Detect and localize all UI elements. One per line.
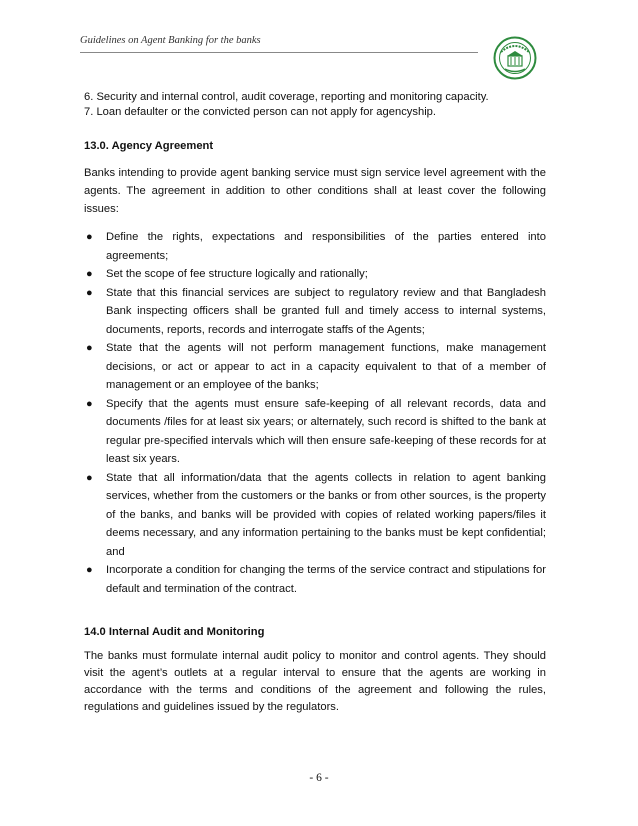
section-14-body: The banks must formulate internal audit policy to monitor and control agents. They should visit the agent’s outlets at a regular interval to ensure that the agents are working in accordance with the terms and conditions of the agreement and following the rules, regulations and guidelines issued by the regulators. bbox=[84, 650, 546, 713]
agreement-issues-list bbox=[84, 228, 546, 598]
section-13-heading: 13.0. Agency Agreement bbox=[84, 140, 214, 152]
intro-items bbox=[84, 90, 546, 120]
intro-item: 7. Loan defaulter or the convicted person can not apply for agencyship. bbox=[84, 106, 437, 118]
bullet-icon: ● bbox=[86, 268, 93, 280]
bullet-icon: ● bbox=[86, 231, 93, 243]
list-item-text: State that this financial services are subject to regulatory review and that Bangladesh Bank inspecting officers shall be granted full and timely access to internal systems, documents, reports, records and interrogate staffs of the Agents; bbox=[106, 286, 546, 336]
list-item bbox=[84, 265, 546, 284]
bullet-icon: ● bbox=[86, 471, 93, 484]
section-14-heading: 14.0 Internal Audit and Monitoring bbox=[84, 626, 265, 638]
header-rule bbox=[80, 52, 478, 53]
list-item-text: Define the rights, expectations and responsibilities of the parties entered into agreements; bbox=[106, 231, 546, 262]
section-13-intro: Banks intending to provide agent banking service must sign service level agreement with the agents. The agreement in addition to other conditions shall at least cover the following issues: bbox=[84, 167, 546, 215]
list-item bbox=[84, 395, 546, 469]
list-item bbox=[84, 284, 546, 340]
list-item bbox=[84, 339, 546, 395]
page-number: - 6 - bbox=[309, 772, 329, 784]
running-header: Guidelines on Agent Banking for the banks bbox=[80, 35, 261, 46]
list-item bbox=[84, 469, 546, 562]
list-item-text: Incorporate a condition for changing the terms of the service contract and stipulations for default and termination of the contract. bbox=[106, 564, 546, 595]
list-item-text: State that the agents will not perform management functions, make management decisions, or act or appear to act in a capacity equivalent to that of a member of management or an employee of the banks; bbox=[106, 342, 546, 391]
bullet-icon: ● bbox=[86, 564, 93, 576]
list-item-text: State that all information/data that the agents collects in relation to agent banking services, whether from the customers or the banks or from other sources, is the property of the banks, and banks will be provided with copies of related working papers/files it deems necessary, and any information pertaining to the banks must be kept confidential; and bbox=[106, 471, 546, 558]
bangladesh-bank-seal-icon bbox=[493, 36, 537, 80]
list-item bbox=[84, 561, 546, 598]
intro-item: 6. Security and internal control, audit coverage, reporting and monitoring capacity. bbox=[84, 91, 489, 103]
bullet-icon: ● bbox=[86, 286, 93, 299]
list-item-text: Set the scope of fee structure logically and rationally; bbox=[106, 268, 368, 280]
list-item bbox=[84, 228, 546, 265]
list-item-text: Specify that the agents must ensure safe-keeping of all relevant records, data and documents /files for at least six years; or alternately, such record is shifted to the bank at regular pre-specified intervals which will then ensure safe-keeping of these records for at least six years. bbox=[106, 397, 546, 465]
bullet-icon: ● bbox=[86, 397, 93, 410]
bullet-icon: ● bbox=[86, 342, 93, 354]
